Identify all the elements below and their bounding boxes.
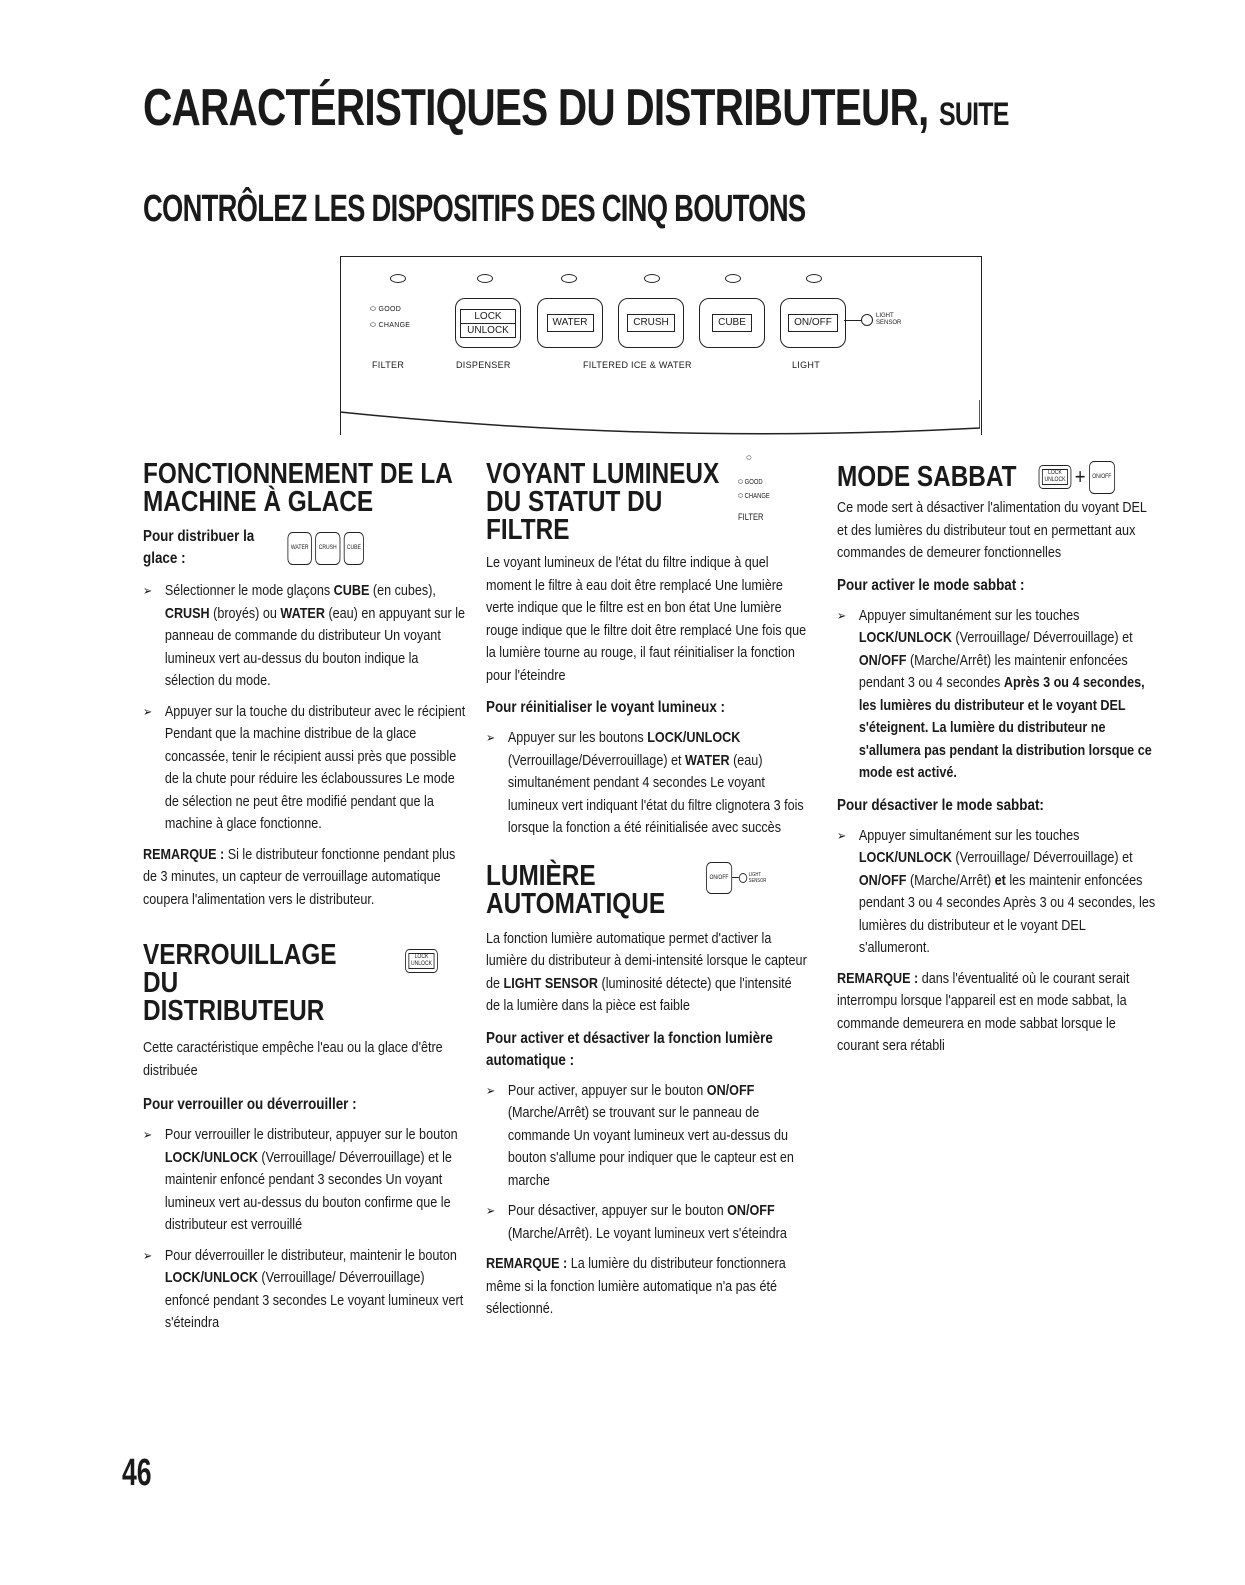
crush-led <box>644 274 660 283</box>
title-suffix: SUITE <box>938 96 1009 132</box>
sabbath-on-bullet: ➢ Appuyer simultanément sur les touches LOCK/UNLOCK (Verrouillage/ Déverrouillage) et ON/OFF (Marche/Arrêt) les maintenir enfoncées pendant 3 ou 4 secondes Après 3 ou 4 secondes, les lumières du distributeur et le voyant DEL s'éteignent. La lumière du distributeur ne s'allumera pas pendant la distribution lorsque ce mode est activé. <box>837 605 1160 785</box>
filter-text: Le voyant lumineux de l'état du filtre indique à quel moment le filtre à eau doit être remplacé Une lumière verte indique que le filtre est en bon état Une lumière rouge indique que le filtre doit être remplacé Une fois que la lumière tourne au rouge, il faut réinitialiser la fonction pour l'éteindre <box>486 554 807 684</box>
cube-label: CUBE <box>712 314 752 332</box>
unlock-label: UNLOCK <box>467 324 509 336</box>
lock-label: LOCK <box>461 310 515 324</box>
lock-bullet-1: ➢ Pour verrouiller le distributeur, appuyer sur le bouton LOCK/UNLOCK (Verrouillage/ Déverrouillage) et le maintenir enfoncé pendant 3 secondes Un voyant lumineux vert au-dessus du bouton confirme que le distributeur est verrouillé <box>143 1124 466 1237</box>
column-ice-maker <box>143 460 466 1343</box>
filter-led <box>390 274 406 283</box>
light-bullet-2: ➢ Pour désactiver, appuyer sur le bouton ON/OFF (Marche/Arrêt). Le voyant lumineux vert s'éteindra <box>486 1200 809 1245</box>
panel-label-light: LIGHT <box>792 360 821 370</box>
light-text: La fonction lumière automatique permet d'activer la lumière du distributeur à demi-intensité lorsque le capteur de LIGHT SENSOR (luminosité détecte) que l'intensité de la lumière dans la pièce est faible <box>486 929 807 1014</box>
lock-label: Pour verrouiller ou déverrouiller : <box>143 1096 357 1113</box>
column-filter-light <box>486 455 809 1321</box>
onoff-mini-icon: ON/OFF <box>1089 461 1115 494</box>
title-text: CARACTÉRISTIQUES DU DISTRIBUTEUR, <box>143 79 929 137</box>
dispense-label: Pour distribuer la glace : <box>143 528 255 567</box>
page-number: 46 <box>122 1452 152 1494</box>
ice-bullet-1: ➢ Sélectionner le mode glaçons CUBE (en cubes), CRUSH (broyés) ou WATER (eau) en appuyant sur le panneau de commande du distributeur Un voyant lumineux vert au-dessus du bouton indique la sélection du mode. <box>143 580 466 693</box>
heading-ice-maker: FONCTIONNEMENT DE LA MACHINE À GLACE <box>143 458 453 518</box>
light-sensor-label: LIGHT SENSOR <box>876 313 902 326</box>
section-subtitle: CONTRÔLEZ LES DISPOSITIFS DES CINQ BOUTONS <box>143 188 806 230</box>
reset-bullet: ➢ Appuyer sur les boutons LOCK/UNLOCK (Verrouillage/Déverrouillage) et WATER (eau) simultanément pendant 4 secondes Le voyant lumineux vert indiquant l'état du filtre clignotera 3 fois lorsque la fonction a été réinitialisée avec succès <box>486 727 809 840</box>
heading-auto-light: LUMIÈRE AUTOMATIQUE <box>486 859 666 920</box>
water-button[interactable] <box>537 298 603 348</box>
panel-label-filtered: FILTERED ICE & WATER <box>583 360 692 370</box>
light-mini-icon: ON/OFF LIGHT SENSOR <box>706 862 766 895</box>
lock-bullet-2: ➢ Pour déverrouiller le distributeur, maintenir le bouton LOCK/UNLOCK (Verrouillage/ Déverrouillage) enfoncé pendant 3 secondes Le voyant lumineux vert s'éteindra <box>143 1245 466 1335</box>
onoff-led <box>806 274 822 283</box>
page-title <box>143 78 1009 138</box>
light-sensor-icon <box>861 314 873 326</box>
sabbath-off-bullet: ➢ Appuyer simultanément sur les touches LOCK/UNLOCK (Verrouillage/ Déverrouillage) et ON/OFF (Marche/Arrêt) et les maintenir enfoncées pendant 3 ou 4 secondes Après 3 ou 4 secondes, les lumières du distributeur et le voyant DEL s'allumeront. <box>837 825 1160 960</box>
light-bullet-1: ➢ Pour activer, appuyer sur le bouton ON/OFF (Marche/Arrêt) se trouvant sur le panneau de commande Un voyant lumineux vert au-dessus du bouton s'allume pour indiquer que le capteur est en marche <box>486 1080 809 1193</box>
sensor-connector <box>844 320 862 321</box>
sabbath-on-label: Pour activer le mode sabbat : <box>837 576 1025 594</box>
sabbath-off-label: Pour désactiver le mode sabbat: <box>837 796 1044 814</box>
water-led <box>561 274 577 283</box>
lock-unlock-button[interactable] <box>455 298 521 348</box>
filter-change-indicator: ⬭ CHANGE <box>370 322 411 329</box>
lock-mini-icon: LOCK UNLOCK <box>405 949 438 973</box>
crush-button[interactable] <box>618 298 684 348</box>
filter-mini-indicator: ⬭ ⬭ GOOD ⬭ CHANGE FILTER <box>738 455 770 522</box>
heading-lock: VERROUILLAGE DU DISTRIBUTEUR <box>143 939 337 1027</box>
light-heading-row <box>486 859 809 920</box>
crush-mini-icon: CRUSH <box>315 532 340 565</box>
dispense-button-icons <box>287 532 364 565</box>
water-label: WATER <box>547 314 594 332</box>
heading-filter: VOYANT LUMINEUX DU STATUT DU FILTRE <box>486 458 720 546</box>
toggle-label: Pour activer et désactiver la fonction lumière automatique : <box>486 1029 773 1069</box>
sabbath-heading-row <box>837 463 1160 491</box>
filter-good-indicator: ⬭ GOOD <box>370 306 402 313</box>
cube-button[interactable] <box>699 298 765 348</box>
filter-heading-row <box>486 455 809 546</box>
column-sabbath <box>837 463 1160 1058</box>
dispense-row <box>143 526 466 572</box>
cube-led <box>725 274 741 283</box>
sabbath-intro: Ce mode sert à désactiver l'alimentation du voyant DEL et des lumières du distributeur tout en permettant aux commandes de demeurer fonctionnelles <box>837 499 1147 561</box>
panel-label-filter: FILTER <box>372 360 405 370</box>
onoff-label: ON/OFF <box>788 314 838 332</box>
ice-note: REMARQUE : Si le distributeur fonctionne pendant plus de 3 minutes, un capteur de verrouillage automatique coupera l'alimentation vers le distributeur. <box>143 845 456 908</box>
water-mini-icon: WATER <box>287 532 311 565</box>
reset-label: Pour réinitialiser le voyant lumineux : <box>486 699 726 716</box>
heading-sabbath: MODE SABBAT <box>837 461 1017 493</box>
cube-mini-icon: CUBE <box>343 532 364 565</box>
sabbath-mini-icons <box>1039 461 1115 494</box>
panel-bottom-curve <box>340 400 980 440</box>
plus-sign: + <box>1074 464 1086 489</box>
crush-label: CRUSH <box>627 314 675 332</box>
lock-led <box>477 274 493 283</box>
sabbath-note: REMARQUE : dans l'éventualité où le courant serait interrompu lorsque l'appareil est en mode sabbat, la commande demeurera en mode sabbat lorsque le courant sera rétabli <box>837 969 1130 1054</box>
ice-bullet-2: ➢ Appuyer sur la touche du distributeur avec le récipient Pendant que la machine distribue de la glace concassée, tenir le récipient aussi près que possible de la chute pour réduire les éclaboussures Le mode de sélection ne peut être modifié pendant que la machine à glace fonctionne. <box>143 701 466 836</box>
lock-heading-row <box>143 941 466 1025</box>
onoff-button[interactable] <box>780 298 846 348</box>
lock-mini-icon: LOCK UNLOCK <box>1039 465 1072 489</box>
lock-intro: Cette caractéristique empêche l'eau ou la glace d'être distribuée <box>143 1039 443 1079</box>
light-note: REMARQUE : La lumière du distributeur fonctionnera même si la fonction lumière automatique n'a pas été sélectionné. <box>486 1255 786 1317</box>
panel-label-dispenser: DISPENSER <box>456 360 511 370</box>
